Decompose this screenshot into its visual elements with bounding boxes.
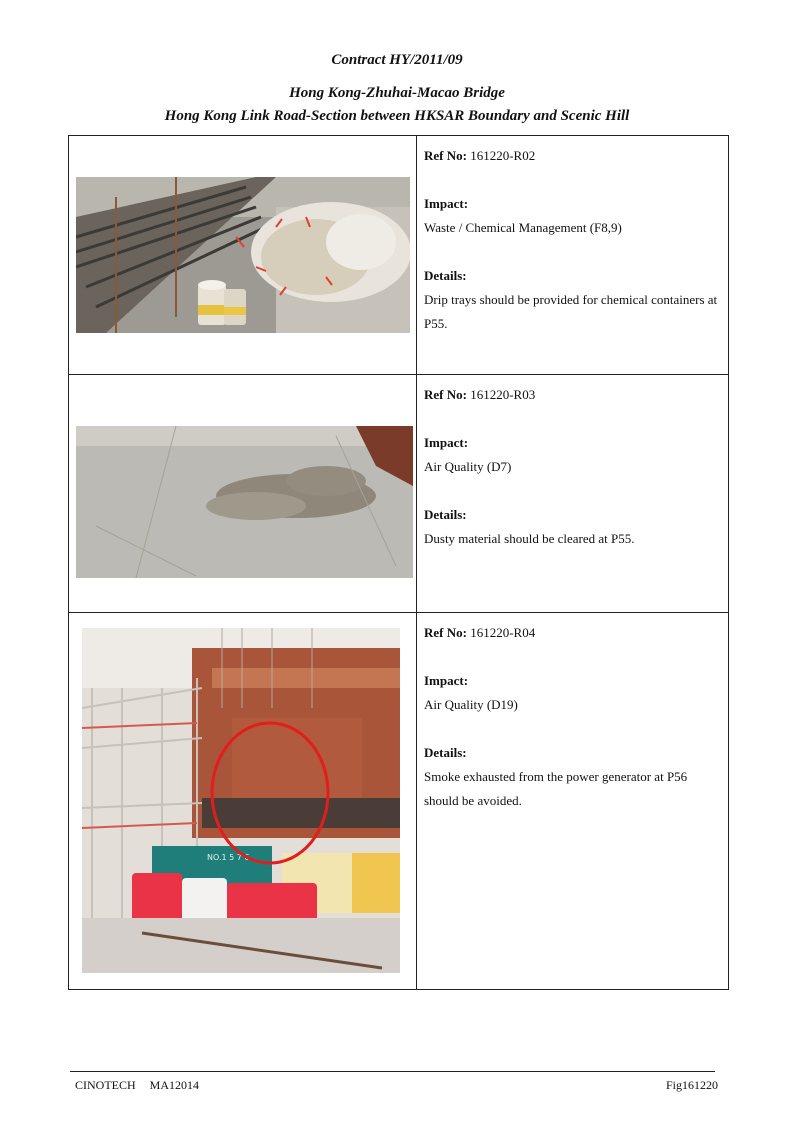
impact-value: Waste / Chemical Management (F8,9) xyxy=(424,220,622,235)
generator-id-text: NO.1 5 7 6 xyxy=(207,853,250,862)
details-value: Smoke exhausted from the power generator at P56 should be avoided. xyxy=(424,769,688,808)
photo-cell xyxy=(69,613,417,990)
ref-number: 161220-R04 xyxy=(470,625,536,640)
ref-label: Ref No: xyxy=(424,625,467,640)
photo-cell xyxy=(69,136,417,375)
observation-table xyxy=(68,135,729,990)
footer-figure-number: Fig161220 xyxy=(665,1078,718,1092)
record-text-cell xyxy=(417,136,729,375)
footer-divider xyxy=(70,1071,715,1072)
photo-chemical-containers xyxy=(76,177,410,333)
record-text-cell xyxy=(417,613,729,990)
details-label: Details: xyxy=(424,268,467,283)
footer-doc-code: MA12014 xyxy=(149,1078,200,1092)
contract-title: Contract HY/2011/09 xyxy=(331,52,463,68)
impact-value: Air Quality (D7) xyxy=(424,459,512,474)
project-title: Hong Kong-Zhuhai-Macao Bridge xyxy=(289,85,505,101)
details-value: Drip trays should be provided for chemical containers at P55. xyxy=(424,292,718,331)
impact-label: Impact: xyxy=(424,435,469,450)
table-row xyxy=(69,613,729,990)
impact-label: Impact: xyxy=(424,196,469,211)
photo-dusty-material xyxy=(76,426,413,578)
impact-value: Air Quality (D19) xyxy=(424,697,518,712)
details-label: Details: xyxy=(424,745,467,760)
photo-power-generator xyxy=(82,628,400,973)
record-text-cell xyxy=(417,375,729,613)
ref-label: Ref No: xyxy=(424,387,467,402)
ref-number: 161220-R03 xyxy=(470,387,536,402)
ref-number: 161220-R02 xyxy=(470,148,536,163)
section-title: Hong Kong Link Road-Section between HKSAR Boundary and Scenic Hill xyxy=(164,108,630,124)
footer-left xyxy=(75,1078,199,1093)
details-value: Dusty material should be cleared at P55. xyxy=(424,531,635,546)
impact-label: Impact: xyxy=(424,673,469,688)
footer-company: CINOTECH xyxy=(75,1078,136,1092)
table-row xyxy=(69,136,729,375)
details-label: Details: xyxy=(424,507,467,522)
photo-cell xyxy=(69,375,417,613)
table-row xyxy=(69,375,729,613)
ref-label: Ref No: xyxy=(424,148,467,163)
